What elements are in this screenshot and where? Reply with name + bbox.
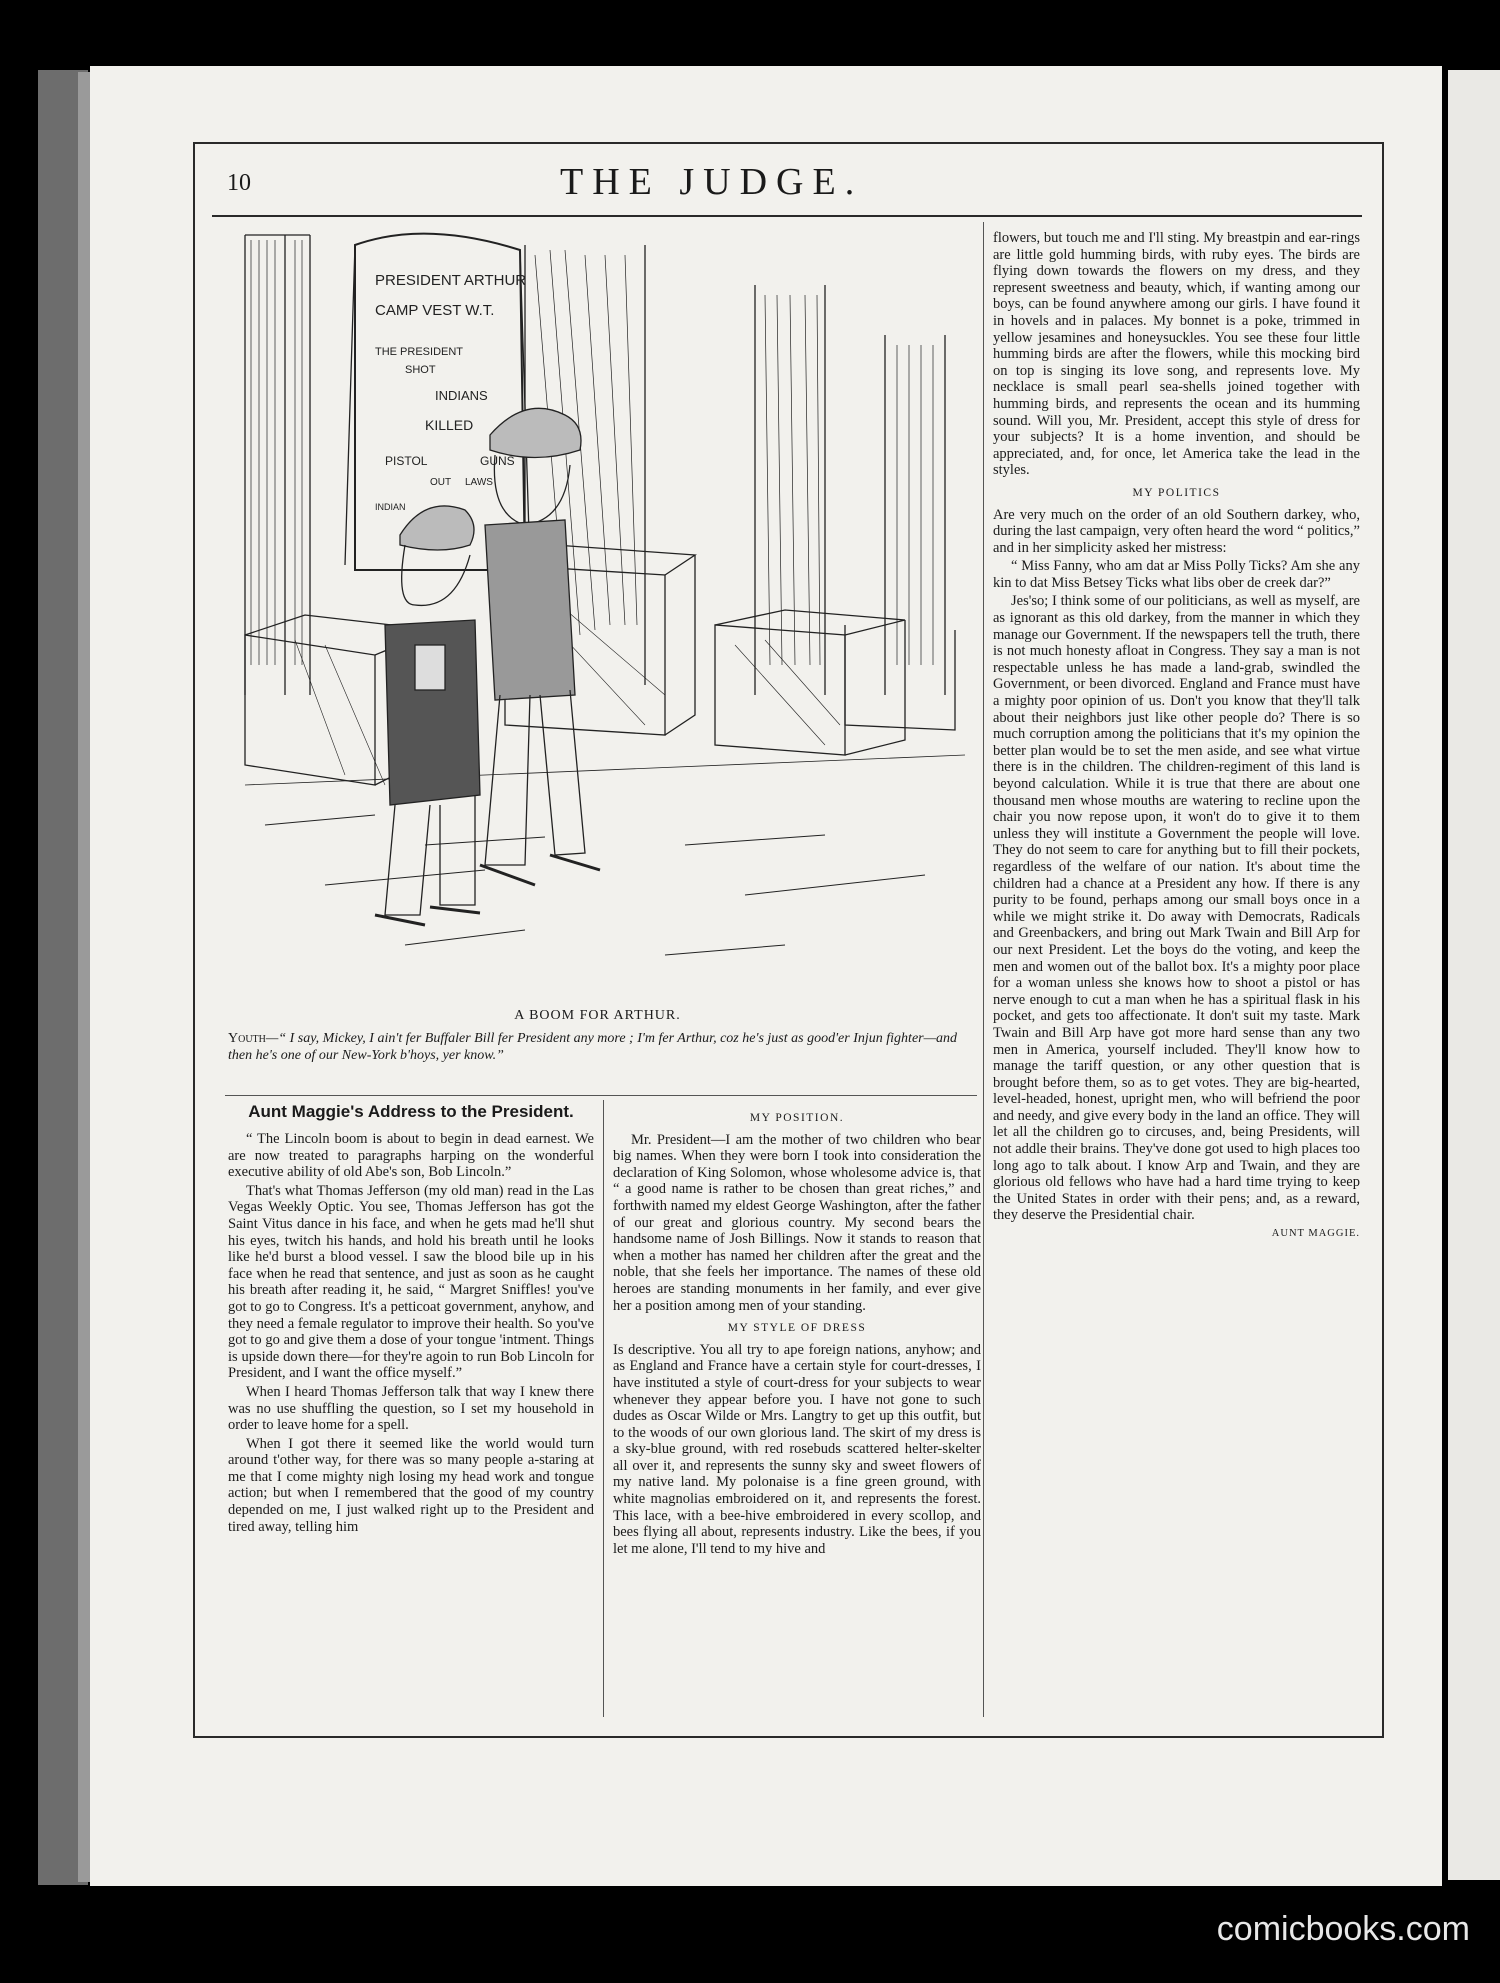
paragraph: “ The Lincoln boom is about to begin in dead earnest. We are now treated to paragraphs harping on the wonderful executive ability of old Abe's son, Bob Lincoln.”: [228, 1131, 594, 1181]
cartoon-bottom-rule: [225, 1095, 977, 1096]
masthead-title: THE JUDGE.: [560, 161, 864, 203]
sign-line-6: KILLED: [425, 417, 474, 433]
signature: AUNT MAGGIE.: [1271, 1228, 1360, 1240]
paragraph: That's what Thomas Jefferson (my old man) read in the Las Vegas Weekly Optic. You see, Thomas Jefferson has got the Saint Vitus dance in his face, and when he gets mad he'll shut his eyes, twitch his hands, and hold his breath until he looks like he'd burst a blood vessel. I saw the blood bile up in his face when he read that sentence, and just as soon as he caught his breath after reading it, he said, “ Margret Sniffles! you've got to go to Congress. It's a petticoat government, anyhow, and they need a female regulator to improve their health. So you've got to go and give them a dose of your tongue 'intment. Things is upside down there—for they're agoin to run Bob Lincoln for President, and I want the office myself.”: [228, 1182, 594, 1382]
watermark: comicbooks.com: [1216, 1910, 1470, 1948]
article-title: Aunt Maggie's Address to the President.: [248, 1102, 574, 1121]
column-divider-right: [983, 222, 984, 1717]
subheading-dress: MY STYLE OF DRESS: [727, 1322, 867, 1335]
article-column-1: [228, 1102, 594, 1535]
next-page-edge: [1448, 70, 1500, 1880]
sign-line-9: OUT: [430, 477, 452, 488]
sign-line-3: THE PRESIDENT: [375, 346, 464, 358]
cartoon-caption-title: A BOOM FOR ARTHUR.: [514, 1008, 681, 1023]
sign-line-10: LAWS: [465, 477, 493, 488]
article-column-2: [613, 1104, 981, 1557]
sign-line-2: CAMP VEST W.T.: [375, 302, 495, 319]
paragraph: Is descriptive. You all try to ape foreign nations, anyhow; and as England and France have a certain style for court-dresses, I have instituted a style of court-dress for your subjects to wear whenever they appear before you. I have not gone to such dudes as Oscar Wilde or Mrs. Langtry to get up this outfit, but to the woods of our own glorious land. The skirt of my dress is a sky-blue ground, with red rosebuds scattered helter-skelter all over it, and represents the sunny sky and sweet flowers of my native land. My polonaise is a fine green ground, with white magnolias embroidered on it, and represents the forest. This lace, with a bee-hive embroidered in every scollop, and bees flying all about, represents industry. Like the bees, if you let me alone, I'll tend to my hive and: [613, 1341, 981, 1557]
sign-line-5: INDIANS: [435, 388, 488, 403]
subheading-politics: MY POLITICS: [1132, 486, 1221, 499]
column-divider-left: [603, 1100, 604, 1717]
paragraph: Mr. President—I am the mother of two children who bear big names. When they were born I took into consideration the declaration of King Solomon, whose wholesome advice is, that “ a good name is rather to be chosen than great riches,” and forthwith named my eldest George Washington, after the father of our great and glorious country. My second bears the handsome name of Josh Billings. Now it stands to reason that when a mother has named her children after the great and the noble, that she feels her importance. The names of these old heroes are standing monuments in her family, and ever give her a position among men of your standing.: [613, 1131, 981, 1314]
subheading-position: MY POSITION.: [749, 1112, 845, 1124]
sign-line-7: PISTOL: [385, 454, 428, 468]
sign-line-1: PRESIDENT ARTHUR: [375, 272, 527, 289]
article-column-3: [993, 230, 1360, 1243]
caption-speaker: Youth: [228, 1031, 266, 1046]
paragraph: flowers, but touch me and I'll sting. My breastpin and ear-rings are little gold humming birds, with ruby eyes. The birds are flying down towards the flowers on my dress, and they represent sweetness and beauty, which, if wanting among our boys, can be found anywhere among our girls. I have found it in hovels and in palaces. My bonnet is a poke, trimmed in yellow jesamines and honeysuckles. You see these four little humming birds are after the flowers, while this mocking bird on top is singing its love song, and represents love. My necklace is small pearl sea-shells joined together with humming birds, and represents the ocean and its humming sound. Will you, Mr. President, accept this style of dress for your subjects? It is a home invention, and should be appreciated, and, for once, let America take the lead in the styles.: [993, 230, 1360, 479]
sign-line-4: SHOT: [405, 364, 436, 376]
page-number: 10: [227, 170, 251, 196]
paragraph: “ Miss Fanny, who am dat ar Miss Polly Ticks? Am she any kin to dat Miss Betsey Ticks what libs ober de creek dar?”: [993, 558, 1360, 591]
paragraph: Jes'so; I think some of our politicians, as well as myself, are as ignorant as this old darkey, from the manner in which they manage our Government. If the newspapers tell the truth, there is not much honesty afloat in Congress. They say a man is not respectable unless he has made a land-grab, swindled the Government, or been divorced. England and France must have a mighty poor opinion of us. Don't you know that they'll talk about their neighbors just like other people do? There is so much corruption among the politicians that it's my opinion the better plan would be to set the men aside, and see what virtue there is in the children. The children-regiment of this land is beyond calculation. While it is true that there are about one thousand men whose mouths are watering to recline upon the chair you now repose upon, it won't do to give it to them unless they will institute a Government the people will love. They do not seem to care for anything but to fill their pockets, regardless of the welfare of our nation. It's about time the children had a chance at a President any how. If there is any purity to be found, perhaps among our small boys once in a while we might strike it. Do away with Democrats, Radicals and Greenbackers, and bring out Mark Twain and Bill Arp for our next President. Let the boys do the voting, and keep the men and women out of the ballot box. It's a mighty poor place for a woman unless she knows how to shoot a pistol or has nerve enough to cut a man when he has a spiritual flask in his pocket, and gets too affectionate. It don't suit my taste. Mark Twain and Bill Arp have got more hard sense than any two men in America, yourself included. They'll know how to manage the tariff question, or any other question that is brought before them, so as to get votes. They are big-hearted, level-headed, honest, upright men, who will befriend the poor and needy, and give every body in the land an office. They will let all the children go to circuses, and, being Presidents, will not addle their brains. They've done got used to high places too long ago to talk about. I know Arp and Twain, and they are glorious old fellows who have had a hard time trying to keep the United States in order with their pens; and, as a reward, they deserve the Presidential chair.: [993, 593, 1360, 1224]
caption-text: —“ I say, Mickey, I ain't fer Buffaler Bill fer President any more ; I'm fer Arthur, coz he's just as good'er Injun fighter—and then he's one of our New-York b'hoys, yer know.”: [228, 1031, 958, 1063]
cartoon-illustration: [225, 225, 970, 1015]
masthead-rule: [212, 215, 1362, 217]
paragraph: When I got there it seemed like the world would turn around t'other way, for there was so many people a-staring at me that I come mighty nigh losing my head work and tongue action; but when I remembered that the good of my country depended on me, I just walked right up to the President and tired away, telling him: [228, 1435, 594, 1535]
sign-line-11: INDIAN: [375, 502, 406, 512]
sign-line-8: GUNS: [480, 454, 515, 468]
paragraph: When I heard Thomas Jefferson talk that way I knew there was no use shuffling the question, so I set my household in order to leave home for a spell.: [228, 1383, 594, 1434]
paragraph: Are very much on the order of an old Southern darkey, who, during the last campaign, very often heard the word “ politics,” and in her simplicity asked her mistress:: [993, 506, 1360, 556]
cartoon-caption: [228, 1030, 970, 1064]
